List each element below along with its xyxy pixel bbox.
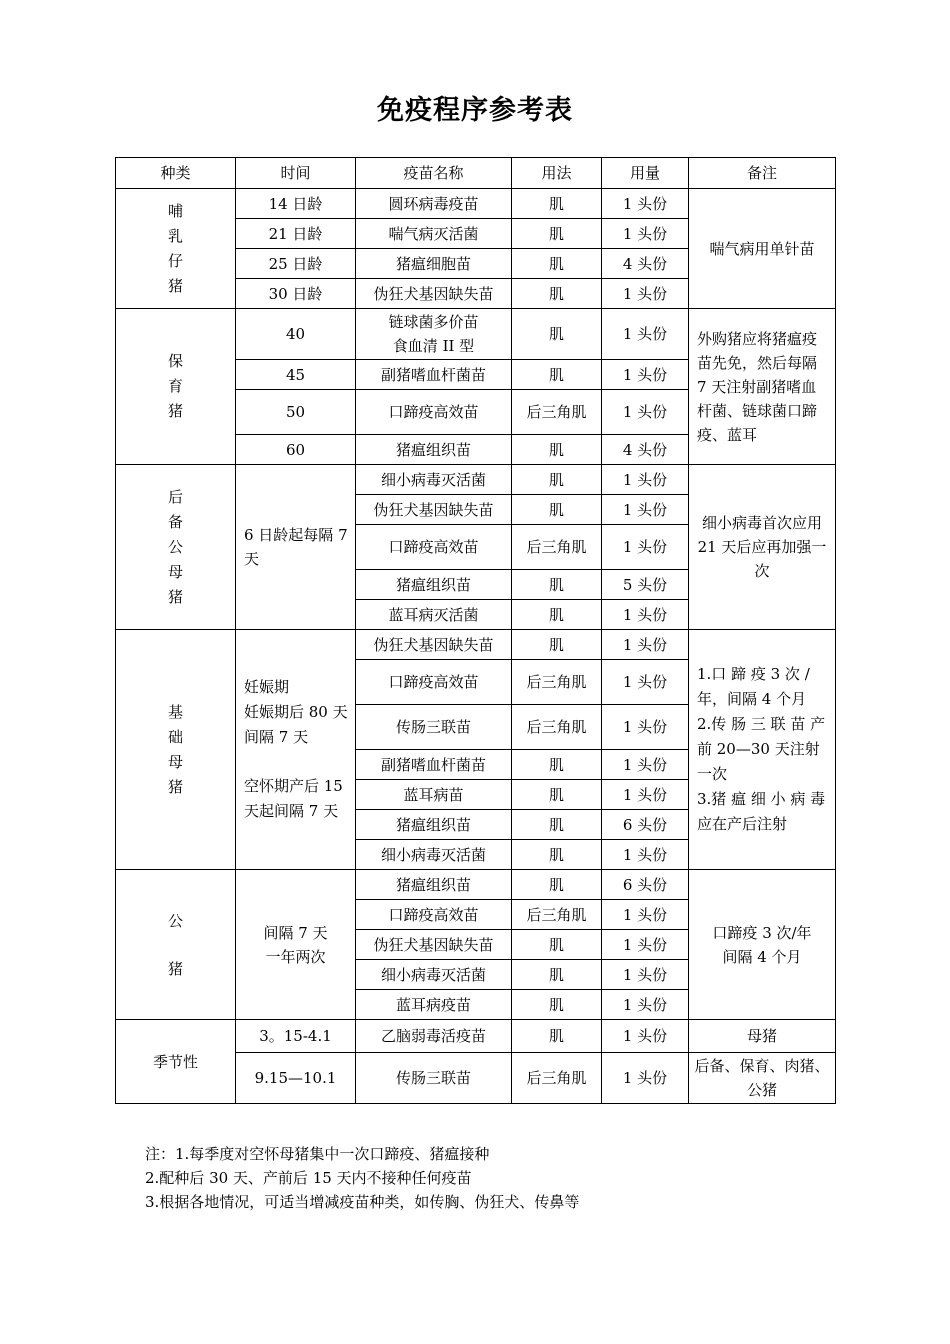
time-line: 间隔 7 天 bbox=[263, 923, 328, 942]
cell-vaccine: 口蹄疫高效苗 bbox=[356, 660, 512, 705]
cell-dose: 6 头份 bbox=[602, 810, 689, 840]
cell-method: 肌 bbox=[512, 465, 602, 495]
page-title: 免疫程序参考表 bbox=[377, 95, 573, 126]
time-line: 空怀期产后 15 天起间隔 7 天 bbox=[244, 777, 343, 820]
cell-vaccine: 伪狂犬基因缺失苗 bbox=[356, 930, 512, 960]
category-boar bbox=[116, 870, 236, 1020]
category-char: 后 bbox=[167, 487, 183, 506]
cell-method: 肌 bbox=[512, 495, 602, 525]
footnote-3: 3.根据各地情况，可适当增减疫苗种类，如传胸、伪狂犬、传鼻等 bbox=[145, 1193, 580, 1211]
category-char: 保 bbox=[167, 352, 183, 370]
category-char: 猪 bbox=[167, 402, 183, 420]
table-header-row bbox=[116, 158, 836, 189]
cell-vaccine: 伪狂犬基因缺失苗 bbox=[356, 495, 512, 525]
cell-method: 肌 bbox=[512, 1020, 602, 1053]
note-boar bbox=[689, 870, 836, 1020]
cell-vaccine: 细小病毒灭活菌 bbox=[356, 960, 512, 990]
cell-dose: 4 头份 bbox=[602, 435, 689, 465]
time-reserve: 6 日龄起每隔 7 天 bbox=[236, 465, 356, 630]
cell-method: 肌 bbox=[512, 309, 602, 360]
table-row bbox=[116, 309, 836, 360]
category-piglet bbox=[116, 189, 236, 309]
category-char: 育 bbox=[167, 377, 183, 395]
cell-method: 肌 bbox=[512, 750, 602, 780]
category-char: 猪 bbox=[167, 777, 183, 796]
cell-method: 肌 bbox=[512, 600, 602, 630]
cell-time: 14 日龄 bbox=[236, 189, 356, 219]
cell-method: 肌 bbox=[512, 189, 602, 219]
cell-time: 9.15—10.1 bbox=[236, 1053, 356, 1104]
footnote-2: 2.配种后 30 天、产前后 15 天内不接种任何疫苗 bbox=[145, 1169, 472, 1187]
note-line: 口蹄疫 3 次/年 bbox=[712, 923, 812, 942]
cell-vaccine: 蓝耳病苗 bbox=[356, 780, 512, 810]
cell-dose: 1 头份 bbox=[602, 390, 689, 435]
category-char: 备 bbox=[167, 512, 183, 531]
vaccine-line: 链球菌多价苗 bbox=[388, 313, 479, 331]
cell-dose: 1 头份 bbox=[602, 960, 689, 990]
time-line: 妊娠期后 80 天间隔 7 天 bbox=[244, 703, 348, 746]
cell-dose: 6 头份 bbox=[602, 870, 689, 900]
cell-vaccine: 伪狂犬基因缺失苗 bbox=[356, 630, 512, 660]
cell-vaccine: 传肠三联苗 bbox=[356, 705, 512, 750]
cell-vaccine: 细小病毒灭活菌 bbox=[356, 465, 512, 495]
cell-method: 肌 bbox=[512, 810, 602, 840]
cell-dose: 1 头份 bbox=[602, 279, 689, 309]
footnotes bbox=[145, 1142, 845, 1214]
category-char: 础 bbox=[167, 727, 183, 746]
cell-vaccine: 猪瘟组织苗 bbox=[356, 810, 512, 840]
cell-vaccine: 副猪嗜血杆菌苗 bbox=[356, 360, 512, 390]
header-time: 时间 bbox=[236, 158, 356, 189]
cell-dose: 1 头份 bbox=[602, 780, 689, 810]
cell-vaccine: 蓝耳病疫苗 bbox=[356, 990, 512, 1020]
cell-time: 45 bbox=[236, 360, 356, 390]
category-char: 公 bbox=[167, 911, 183, 930]
cell-vaccine bbox=[356, 309, 512, 360]
cell-method: 后三角肌 bbox=[512, 390, 602, 435]
category-char: 猪 bbox=[167, 587, 183, 606]
cell-time: 25 日龄 bbox=[236, 249, 356, 279]
footnote-1: 注：1.每季度对空怀母猪集中一次口蹄疫、猪瘟接种 bbox=[145, 1145, 490, 1163]
time-sow bbox=[236, 630, 356, 870]
cell-method: 肌 bbox=[512, 360, 602, 390]
cell-vaccine: 口蹄疫高效苗 bbox=[356, 525, 512, 570]
cell-dose: 1 头份 bbox=[602, 189, 689, 219]
category-char: 猪 bbox=[167, 959, 183, 978]
header-method: 用法 bbox=[512, 158, 602, 189]
cell-dose: 1 头份 bbox=[602, 840, 689, 870]
cell-method: 后三角肌 bbox=[512, 525, 602, 570]
cell-vaccine: 猪瘟组织苗 bbox=[356, 870, 512, 900]
cell-vaccine: 副猪嗜血杆菌苗 bbox=[356, 750, 512, 780]
cell-method: 肌 bbox=[512, 840, 602, 870]
cell-method: 肌 bbox=[512, 630, 602, 660]
cell-dose: 1 头份 bbox=[602, 930, 689, 960]
category-seasonal: 季节性 bbox=[116, 1020, 236, 1104]
category-char: 母 bbox=[167, 752, 183, 771]
category-char: 哺 bbox=[167, 201, 183, 220]
cell-dose: 1 头份 bbox=[602, 465, 689, 495]
cell-time: 3。15-4.1 bbox=[236, 1020, 356, 1053]
category-char: 乳 bbox=[167, 226, 183, 245]
note-piglet: 喘气病用单针苗 bbox=[689, 189, 836, 309]
table-row bbox=[116, 189, 836, 219]
cell-dose: 1 头份 bbox=[602, 705, 689, 750]
cell-dose: 1 头份 bbox=[602, 600, 689, 630]
cell-method: 肌 bbox=[512, 960, 602, 990]
cell-dose: 1 头份 bbox=[602, 750, 689, 780]
note-nursery: 外购猪应将猪瘟疫苗先免，然后每隔 7 天注射副猪嗜血杆菌、链球菌口蹄疫、蓝耳 bbox=[689, 309, 836, 465]
category-reserve bbox=[116, 465, 236, 630]
cell-method: 肌 bbox=[512, 249, 602, 279]
cell-method: 肌 bbox=[512, 219, 602, 249]
cell-vaccine: 传肠三联苗 bbox=[356, 1053, 512, 1104]
cell-vaccine: 口蹄疫高效苗 bbox=[356, 390, 512, 435]
cell-vaccine: 伪狂犬基因缺失苗 bbox=[356, 279, 512, 309]
time-line: 妊娠期 bbox=[244, 678, 290, 696]
cell-vaccine: 蓝耳病灭活菌 bbox=[356, 600, 512, 630]
cell-method: 肌 bbox=[512, 279, 602, 309]
table-row bbox=[116, 1020, 836, 1053]
cell-method: 后三角肌 bbox=[512, 660, 602, 705]
cell-vaccine: 圆环病毒疫苗 bbox=[356, 189, 512, 219]
immunization-table bbox=[115, 157, 836, 1104]
category-char: 基 bbox=[167, 702, 183, 721]
cell-method: 肌 bbox=[512, 570, 602, 600]
note-line: 1.口 蹄 疫 3 次 / 年，间隔 4 个月 bbox=[697, 665, 810, 708]
category-char: 公 bbox=[167, 537, 183, 556]
header-category: 种类 bbox=[116, 158, 236, 189]
cell-dose: 1 头份 bbox=[602, 990, 689, 1020]
header-vaccine: 疫苗名称 bbox=[356, 158, 512, 189]
cell-time: 30 日龄 bbox=[236, 279, 356, 309]
header-note: 备注 bbox=[689, 158, 836, 189]
note-seasonal: 后备、保育、肉猪、公猪 bbox=[689, 1053, 836, 1104]
cell-method: 后三角肌 bbox=[512, 705, 602, 750]
category-char: 猪 bbox=[167, 276, 183, 295]
time-boar bbox=[236, 870, 356, 1020]
note-line: 间隔 4 个月 bbox=[722, 947, 802, 966]
cell-method: 肌 bbox=[512, 435, 602, 465]
cell-dose: 1 头份 bbox=[602, 525, 689, 570]
cell-dose: 1 头份 bbox=[602, 660, 689, 705]
time-line: 一年两次 bbox=[265, 947, 326, 966]
category-sow bbox=[116, 630, 236, 870]
cell-vaccine: 口蹄疫高效苗 bbox=[356, 900, 512, 930]
cell-time: 50 bbox=[236, 390, 356, 435]
cell-method: 后三角肌 bbox=[512, 900, 602, 930]
category-char: 母 bbox=[167, 562, 183, 581]
cell-vaccine: 猪瘟组织苗 bbox=[356, 570, 512, 600]
cell-dose: 1 头份 bbox=[602, 495, 689, 525]
cell-method: 肌 bbox=[512, 990, 602, 1020]
cell-dose: 1 头份 bbox=[602, 630, 689, 660]
table-row bbox=[116, 465, 836, 495]
cell-vaccine: 猪瘟组织苗 bbox=[356, 435, 512, 465]
cell-method: 肌 bbox=[512, 870, 602, 900]
table-row bbox=[116, 870, 836, 900]
cell-dose: 1 头份 bbox=[602, 360, 689, 390]
cell-vaccine: 细小病毒灭活菌 bbox=[356, 840, 512, 870]
cell-time: 60 bbox=[236, 435, 356, 465]
category-char: 仔 bbox=[167, 251, 183, 270]
cell-dose: 1 头份 bbox=[602, 1053, 689, 1104]
cell-method: 肌 bbox=[512, 780, 602, 810]
cell-time: 40 bbox=[236, 309, 356, 360]
cell-dose: 1 头份 bbox=[602, 900, 689, 930]
table-row bbox=[116, 630, 836, 660]
category-nursery bbox=[116, 309, 236, 465]
note-line: 2.传 肠 三 联 苗 产 前 20—30 天注射一次 bbox=[697, 715, 826, 783]
header-dose: 用量 bbox=[602, 158, 689, 189]
cell-vaccine: 猪瘟细胞苗 bbox=[356, 249, 512, 279]
cell-dose: 1 头份 bbox=[602, 219, 689, 249]
note-line: 3.猪 瘟 细 小 病 毒 应在产后注射 bbox=[697, 790, 826, 833]
note-seasonal: 母猪 bbox=[689, 1020, 836, 1053]
note-reserve: 细小病毒首次应用 21 天后应再加强一次 bbox=[689, 465, 836, 630]
cell-dose: 5 头份 bbox=[602, 570, 689, 600]
cell-dose: 4 头份 bbox=[602, 249, 689, 279]
vaccine-line: 食血清 II 型 bbox=[392, 337, 475, 355]
cell-method: 后三角肌 bbox=[512, 1053, 602, 1104]
cell-time: 21 日龄 bbox=[236, 219, 356, 249]
note-sow bbox=[689, 630, 836, 870]
cell-vaccine: 乙脑弱毒活疫苗 bbox=[356, 1020, 512, 1053]
cell-dose: 1 头份 bbox=[602, 309, 689, 360]
cell-vaccine: 喘气病灭活菌 bbox=[356, 219, 512, 249]
cell-method: 肌 bbox=[512, 930, 602, 960]
cell-dose: 1 头份 bbox=[602, 1020, 689, 1053]
